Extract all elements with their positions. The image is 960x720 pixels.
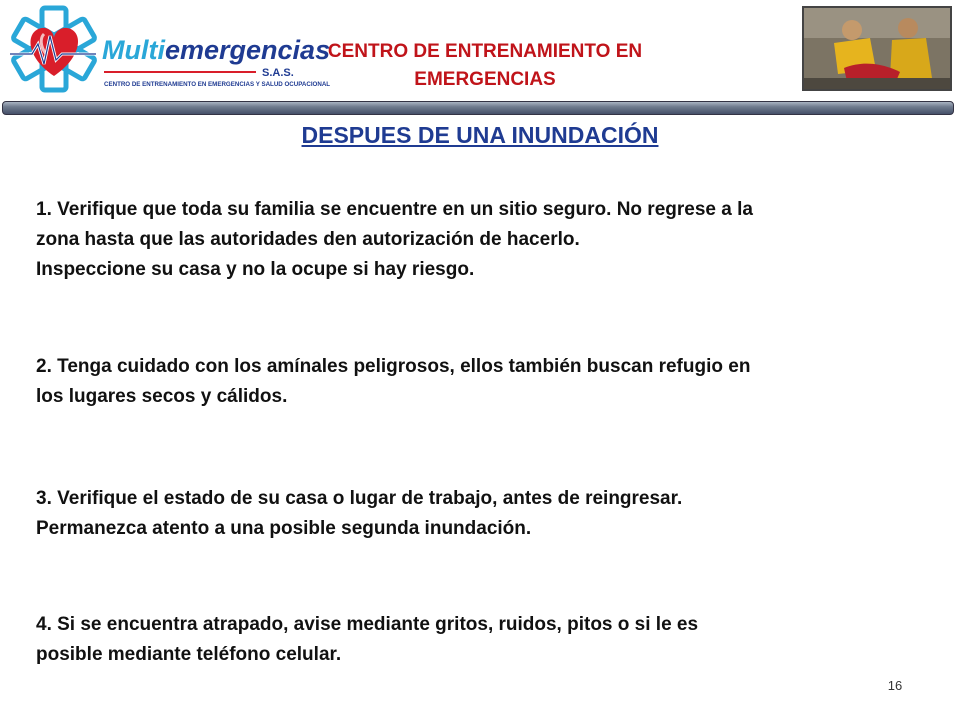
instruction-item-3 [36,484,926,544]
rescue-workers-photo [802,6,952,91]
item-text: 1. Verifique que toda su familia se encuentre en un sitio seguro. No regrese a la [36,199,753,220]
item-text: Permanezca atento a una posible segunda inundación. [36,518,532,539]
header-title-line2: EMERGENCIAS [414,69,556,90]
header-title-line1: CENTRO DE ENTRENAMIENTO EN [327,41,643,62]
page-number: 16 [887,678,903,693]
logo-tagline: CENTRO DE ENTRENAMIENTO EN EMERGENCIAS Y SALUD OCUPACIONAL [104,81,331,88]
item-text: Inspeccione su casa y no la ocupe si hay riesgo. [36,259,475,280]
item-text: 3. Verifique el estado de su casa o lugar de trabajo, antes de reingresar. [36,488,683,509]
company-logo [4,4,331,94]
instruction-item-4 [36,610,926,670]
logo-brand-text: Multiemergencias [102,35,331,65]
item-text: 2. Tenga cuidado con los amínales peligrosos, ellos también buscan refugio en [36,356,751,377]
item-text: 4. Si se encuentra atrapado, avise mediante gritos, ruidos, pitos o si le es [36,614,699,635]
item-text: posible mediante teléfono celular. [36,644,342,665]
item-text: los lugares secos y cálidos. [36,386,288,407]
star-of-life-heart-icon [4,4,331,94]
instruction-item-1 [36,195,926,285]
logo-suffix: S.A.S. [262,67,294,79]
instruction-item-2 [36,352,926,412]
header-title [318,38,652,94]
item-text: zona hasta que las autoridades den autorización de hacerlo. [36,229,580,250]
slide-title: DESPUES DE UNA INUNDACIÓN [301,122,659,148]
header-divider [2,101,954,115]
